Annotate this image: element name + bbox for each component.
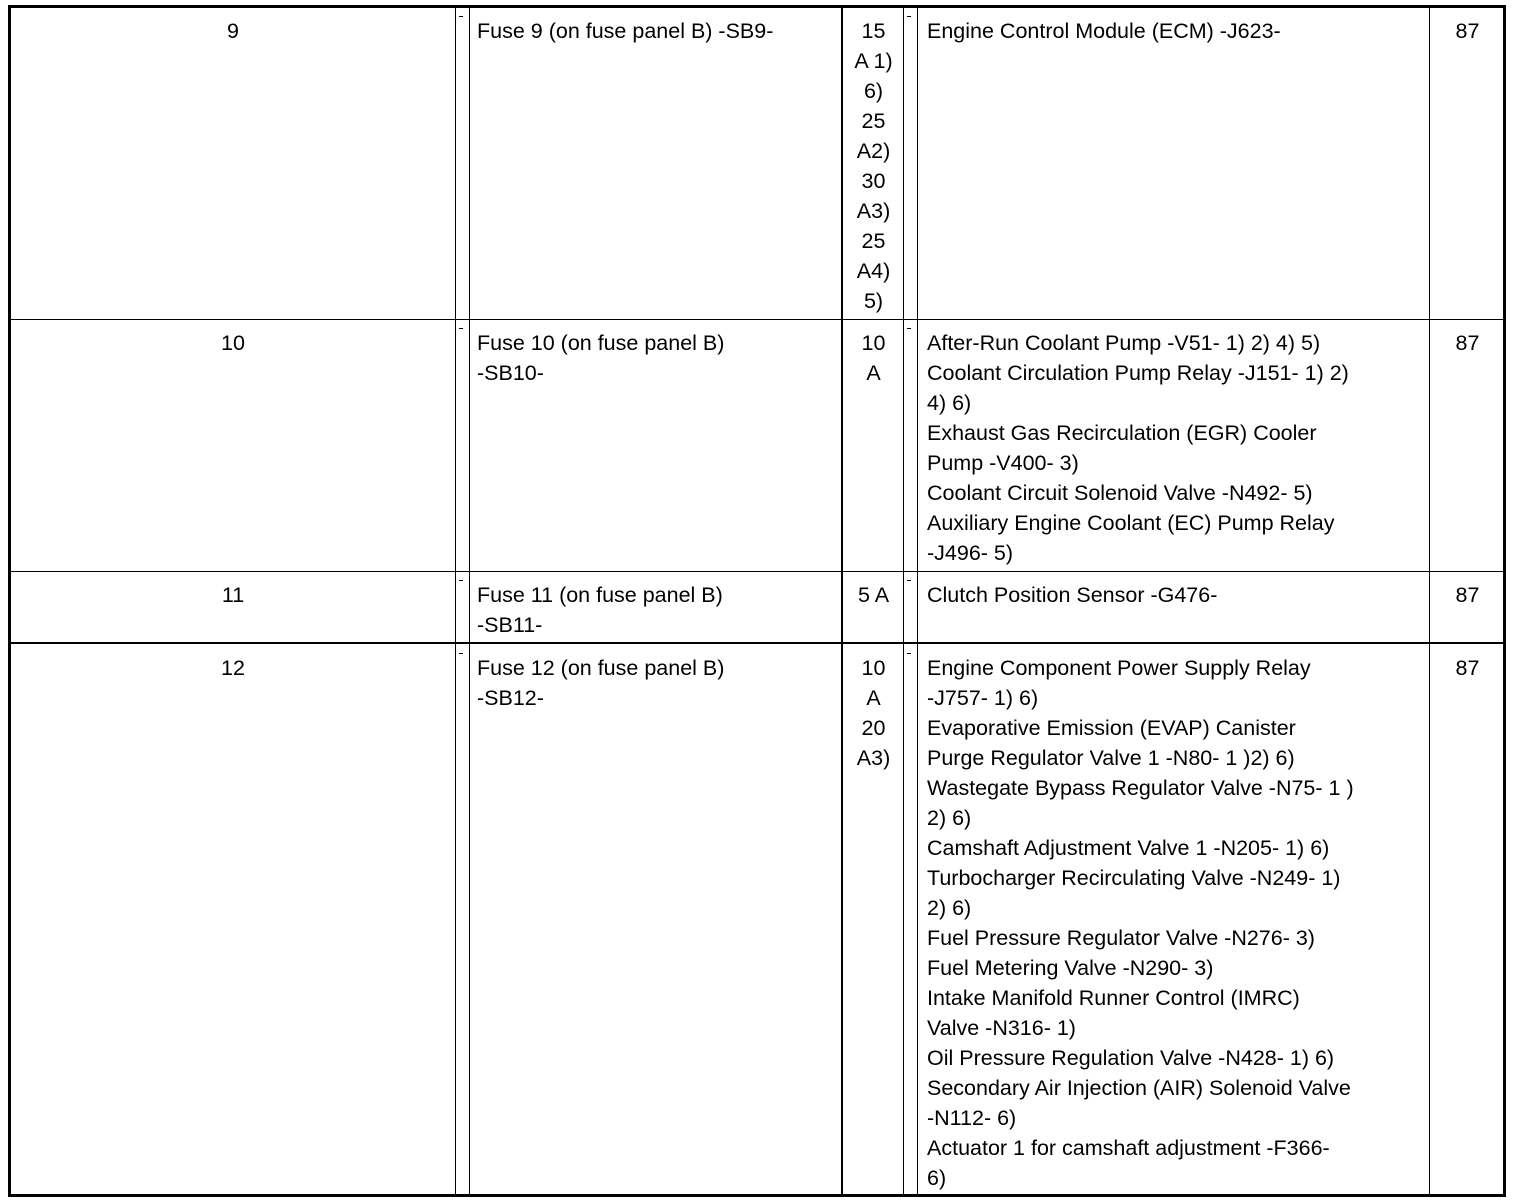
column-divider: [903, 8, 904, 1194]
terminal: 87: [1455, 331, 1480, 355]
fuse-description: Fuse 12 (on fuse panel B) -SB12-: [477, 656, 725, 710]
fuse-amperage: 10 A: [861, 331, 886, 385]
terminal: 87: [1455, 656, 1480, 680]
protected-components: Engine Control Module (ECM) -J623-: [927, 19, 1281, 43]
fuse-table: [8, 5, 1506, 1197]
blank-cell-marker: [907, 653, 911, 654]
terminal: 87: [1455, 583, 1480, 607]
fuse-number: 9: [227, 19, 239, 43]
row-divider: [11, 571, 1503, 572]
column-divider: [469, 8, 470, 1194]
fuse-amperage: 15 A 1) 6) 25 A2) 30 A3) 25 A4) 5): [854, 19, 893, 313]
blank-cell-marker: [907, 328, 911, 329]
blank-cell-marker: [459, 580, 463, 581]
fuse-description: Fuse 10 (on fuse panel B) -SB10-: [477, 331, 725, 385]
column-divider: [917, 8, 918, 1194]
fuse-description: Fuse 11 (on fuse panel B) -SB11-: [477, 583, 723, 637]
row-divider: [11, 319, 1503, 320]
fuse-number: 11: [221, 583, 245, 607]
terminal: 87: [1455, 19, 1480, 43]
row-divider: [11, 642, 1503, 644]
protected-components: Engine Component Power Supply Relay -J757- 1) 6) Evaporative Emission (EVAP) Canister Purge Regulator Valve 1 -N80- 1 )2) 6) Wastegate Bypass Regulator Valve -N75- 1 ) 2) 6) Camshaft Adjustment Valve 1 -N205- 1) 6) Turbocharger Recirculating Valve -N249- 1) 2) 6) Fuel Pressure Regulator Valve -N276- 3) Fuel Metering Valve -N290- 3) Intake Manifold Runner Control (IMRC) Valve -N316- 1) Oil Pressure Regulation Valve -N428- 1) 6) Secondary Air Injection (AIR) Solenoid Valve -N112- 6) Actuator 1 for camshaft adjustment -F366- 6): [927, 656, 1354, 1190]
blank-cell-marker: [907, 580, 911, 581]
blank-cell-marker: [459, 328, 463, 329]
fuse-description: Fuse 9 (on fuse panel B) -SB9-: [477, 19, 774, 43]
fuse-amperage: 5 A: [857, 583, 890, 607]
fuse-number: 12: [221, 656, 245, 680]
blank-cell-marker: [459, 16, 463, 17]
protected-components: Clutch Position Sensor -G476-: [927, 583, 1218, 607]
fuse-amperage: 10 A 20 A3): [856, 656, 891, 770]
blank-cell-marker: [459, 653, 463, 654]
fuse-number: 10: [221, 331, 245, 355]
column-divider: [455, 8, 456, 1194]
blank-cell-marker: [907, 16, 911, 17]
protected-components: After-Run Coolant Pump -V51- 1) 2) 4) 5) Coolant Circulation Pump Relay -J151- 1) 2) 4) 6) Exhaust Gas Recirculation (EGR) Cooler Pump -V400- 3) Coolant Circuit Solenoid Valve -N492- 5) Auxiliary Engine Coolant (EC) Pump Relay -J496- 5): [927, 331, 1349, 565]
